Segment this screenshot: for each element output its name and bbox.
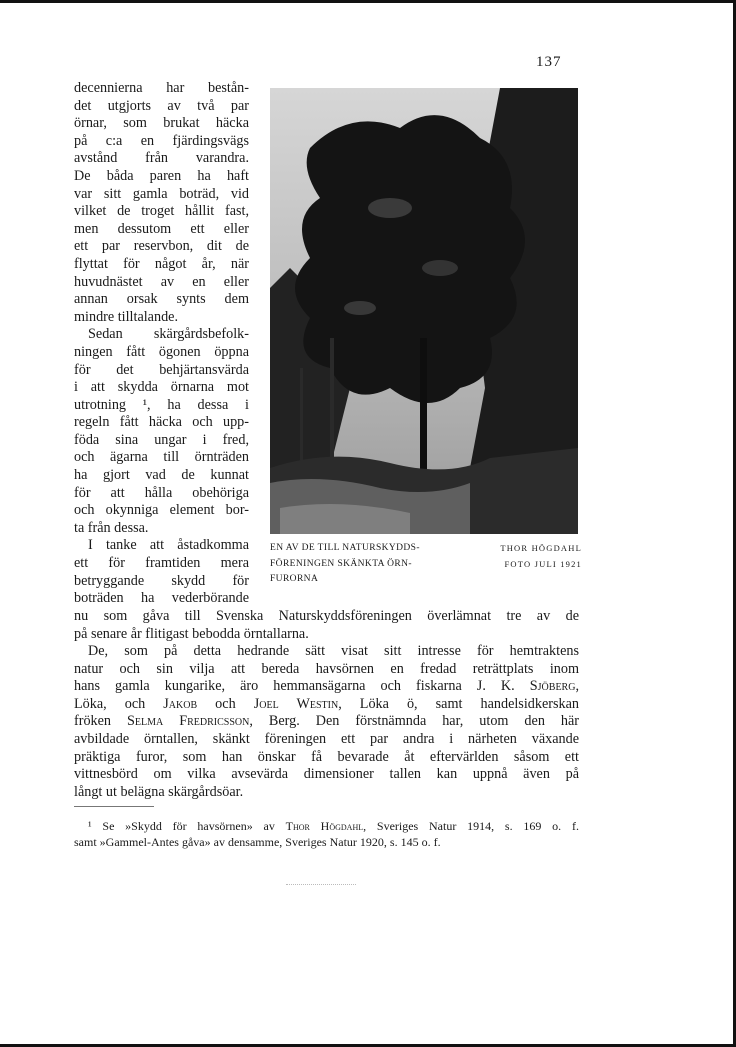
credit-line: FOTO JULI 1921 bbox=[504, 558, 582, 569]
scan-edge-top bbox=[0, 0, 736, 3]
text-line: var sitt gamla boträd, vid bbox=[74, 185, 249, 202]
text-line: utrotning ¹, ha dessa i bbox=[74, 396, 249, 413]
caption-line: EN AV DE TILL NATURSKYDDS- bbox=[270, 543, 420, 553]
text-line: avstånd från varandra. bbox=[74, 150, 249, 167]
text-line bbox=[74, 696, 579, 714]
credit-line: THOR HÖGDAHL bbox=[500, 543, 582, 553]
text-line: och ägarna till örnträden bbox=[74, 449, 249, 466]
text-line: nu som gåva till Svenska Naturskyddsföreningen överlämnat tre av de bbox=[74, 608, 579, 624]
text-line: Sedan skärgårdsbefolk- bbox=[88, 326, 249, 343]
text-line: ningen fått ögonen öppna bbox=[74, 343, 249, 360]
text-line: präktiga furor, som han önskar få bevarade åt eftervärlden såsom ett bbox=[74, 748, 579, 765]
text-line: men dessutom ett eller bbox=[74, 220, 249, 237]
caption-line: FURORNA bbox=[270, 574, 319, 584]
text-line bbox=[74, 678, 579, 696]
text-line: och okynniga element bor- bbox=[74, 502, 249, 519]
person-name: Selma Fredricsson bbox=[127, 713, 250, 730]
text-line: långt ut belägna skärgårdsöar. bbox=[74, 783, 244, 800]
pine-tree-photo bbox=[270, 88, 578, 534]
text-line: ta från dessa. bbox=[74, 519, 149, 536]
text-run: , bbox=[575, 678, 579, 695]
text-line: på c:a en fjärdingsvägs bbox=[74, 132, 249, 149]
text-run: hans gamla kungarike, äro hemmansägarna och fiskarna J. K. bbox=[74, 678, 530, 695]
left-column-text bbox=[74, 80, 249, 608]
text-line: mindre tilltalande. bbox=[74, 308, 179, 325]
text-line: flyttat för något år, när bbox=[74, 255, 249, 272]
footnote-line bbox=[74, 818, 579, 834]
text-line: decennierna har bestån- bbox=[74, 80, 249, 96]
text-line: ett par reservbon, dit de bbox=[74, 238, 249, 255]
text-line: avbildade örntallen, skänkt föreningen ett par andra i närheten växande bbox=[74, 730, 579, 747]
text-line: för det behjärtansvärda bbox=[74, 361, 249, 378]
text-line: betryggande skydd för bbox=[74, 572, 249, 589]
text-run: Löka, och bbox=[74, 695, 164, 712]
text-line: De båda paren ha haft bbox=[74, 167, 249, 184]
text-line: annan orsak synts dem bbox=[74, 291, 249, 308]
text-line: föda sina ungar i fred, bbox=[74, 431, 249, 448]
text-line: boträden ha vederbörande bbox=[74, 590, 249, 607]
text-line: på senare år flitigast bebodda örntallarna. bbox=[74, 625, 309, 642]
text-line: De, som på detta hedrande sätt visat sitt intresse för hemtraktens bbox=[88, 643, 579, 659]
text-line: natur och sin vilja att bereda havsörnen en fredad reträttplats inom bbox=[74, 660, 579, 677]
scan-smudge bbox=[286, 884, 356, 885]
footnote-line: samt »Gammel-Antes gåva» av densamme, Sveriges Natur 1920, s. 145 o. f. bbox=[74, 835, 441, 849]
text-line: I tanke att åstadkomma bbox=[88, 537, 249, 554]
footnote bbox=[74, 818, 579, 850]
text-line: örnar, som brukat häcka bbox=[74, 115, 249, 132]
text-line: ha gjort vad de kunnat bbox=[74, 467, 249, 484]
person-name: Joel Westin bbox=[253, 695, 339, 712]
text-run: , Sveriges Natur 1914, s. 169 o. f. bbox=[363, 819, 579, 833]
text-run: , Löka ö, samt handelsidkerskan bbox=[338, 695, 579, 712]
footnote-divider bbox=[74, 806, 154, 807]
text-line: regeln fått häcka och upp- bbox=[74, 414, 249, 431]
person-name: Sjöberg bbox=[529, 678, 576, 695]
text-line: det utgjorts av två par bbox=[74, 97, 249, 114]
text-line: ett för framtiden mera bbox=[74, 555, 249, 572]
text-line: vilket de troget hållit fast, bbox=[74, 203, 249, 220]
text-line: i att skydda örnarna mot bbox=[74, 379, 249, 396]
photo-caption bbox=[270, 541, 470, 588]
text-line: för att hålla obehöriga bbox=[74, 484, 249, 501]
person-name: Thor Högdahl bbox=[285, 819, 364, 833]
photo-credit bbox=[474, 541, 582, 572]
text-line: huvudnästet av en eller bbox=[74, 273, 249, 290]
text-line bbox=[74, 713, 579, 731]
paragraph-1-continued bbox=[74, 608, 579, 643]
text-run: fröken bbox=[74, 713, 128, 730]
person-name: Jakob bbox=[163, 695, 198, 712]
text-run: , Berg. Den förstnämnda har, utom den här bbox=[249, 713, 580, 730]
paragraph-2 bbox=[74, 643, 579, 801]
text-run: och bbox=[197, 695, 254, 712]
text-run: ¹ Se »Skydd för havsörnen» av bbox=[88, 819, 286, 833]
page-number: 137 bbox=[536, 54, 562, 70]
text-line: vittnesbörd om vilka avsevärda dimensioner tallen kan uppnå även på bbox=[74, 766, 579, 783]
caption-line: FÖRENINGEN SKÄNKTA ÖRN- bbox=[270, 558, 412, 569]
